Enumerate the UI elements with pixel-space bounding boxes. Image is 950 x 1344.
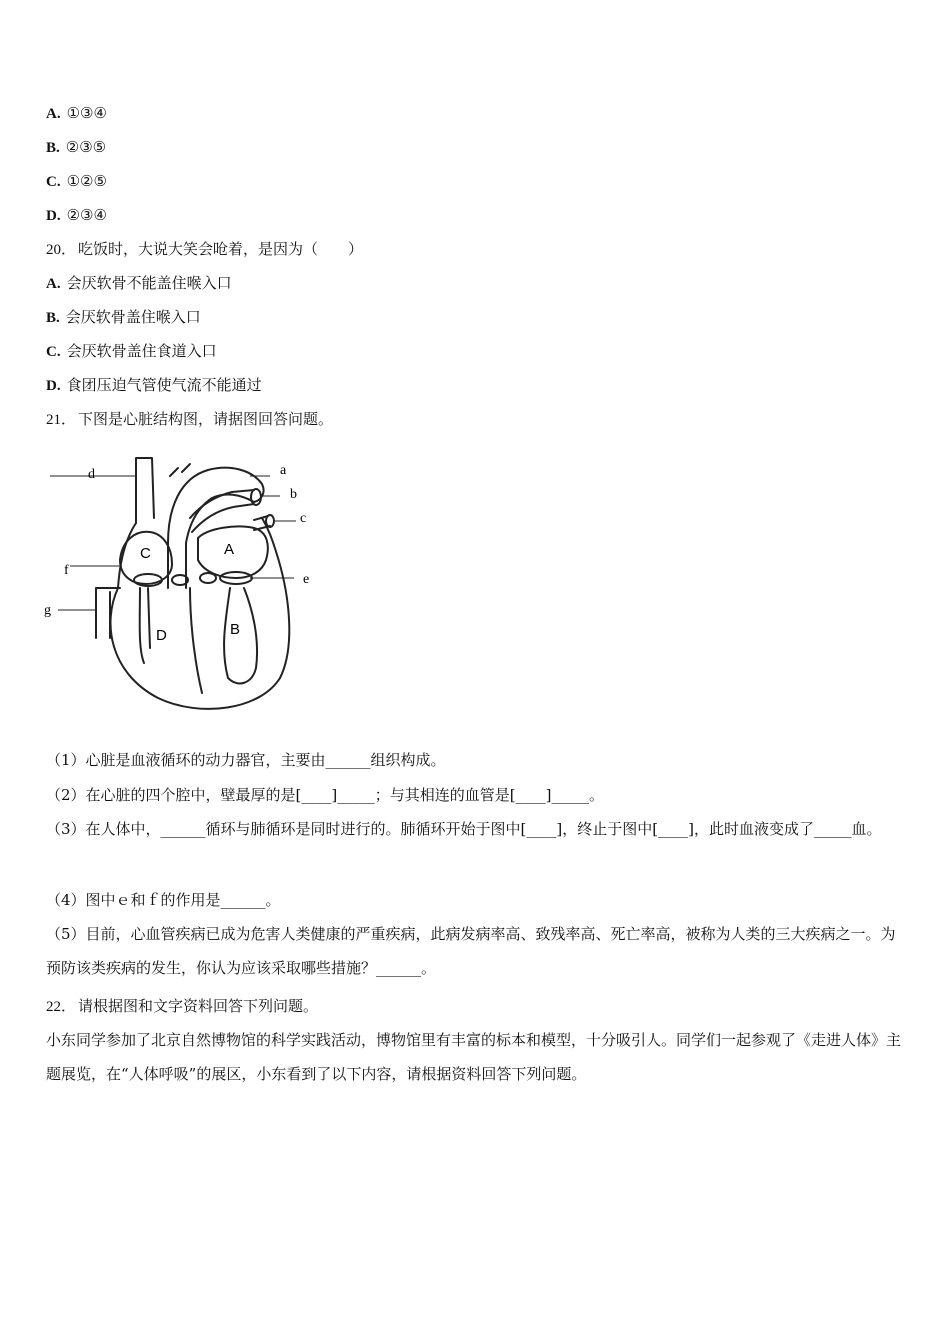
option-label: A. xyxy=(46,106,61,122)
q20-option-c xyxy=(46,341,217,362)
option-b xyxy=(46,137,106,158)
q21-sub4: （4）图中ｅ和ｆ的作用是______。 xyxy=(46,891,281,909)
heart-diagram xyxy=(40,448,330,718)
option-text: 食团压迫气管使气流不能通过 xyxy=(66,376,262,394)
q21-sub3: （3）在人体中，______循环与肺循环是同时进行的。肺循环开始于图中[____]，终止于图中[____]，此时血液变成了_____血。 xyxy=(46,820,882,838)
label-C: C xyxy=(140,545,151,562)
question-text: 下图是心脏结构图，请据图回答问题。 xyxy=(78,410,334,428)
label-D: D xyxy=(156,627,167,644)
option-label: C. xyxy=(46,344,61,360)
option-label: C. xyxy=(46,174,61,190)
option-label: A. xyxy=(46,276,61,292)
question-text: 吃饭时，大说大笑会呛着，是因为（ ） xyxy=(78,240,364,258)
q21-sub2: （2）在心脏的四个腔中，壁最厚的是[____]_____；与其相连的血管是[____]_____。 xyxy=(46,786,604,804)
option-text: ①②⑤ xyxy=(66,172,107,190)
option-label: B. xyxy=(46,310,60,326)
question-number: 20． xyxy=(46,242,77,258)
option-label: D. xyxy=(46,378,61,394)
option-text: 会厌软骨盖住喉入口 xyxy=(65,308,201,326)
q20-option-d xyxy=(46,375,262,396)
label-a: a xyxy=(280,463,287,478)
option-text: 会厌软骨不能盖住喉入口 xyxy=(66,274,232,292)
option-text: ②③⑤ xyxy=(65,138,107,156)
option-text: ①③④ xyxy=(66,104,107,122)
label-b: b xyxy=(290,487,297,502)
question-22-stem xyxy=(46,996,318,1017)
heart-structure-illustration xyxy=(40,448,330,718)
question-21-stem xyxy=(46,409,333,430)
option-text: 会厌软骨盖住食道入口 xyxy=(66,342,217,360)
option-d xyxy=(46,205,107,226)
question-number: 22． xyxy=(46,999,77,1015)
question-20-stem xyxy=(46,239,363,260)
question-text: 请根据图和文字资料回答下列问题。 xyxy=(78,997,319,1015)
option-label: D. xyxy=(46,208,61,224)
q20-option-b xyxy=(46,307,201,328)
label-f: f xyxy=(64,563,69,578)
label-A: A xyxy=(224,541,235,558)
option-c xyxy=(46,171,107,192)
option-label: B. xyxy=(46,140,60,156)
label-g: g xyxy=(44,603,51,618)
q21-sub5: （5）目前，心血管疾病已成为危害人类健康的严重疾病，此病发病率高、致残率高、死亡率高，被称为人类的三大疾病之一。为预防该类疾病的发生，你认为应该采取哪些措施？______。 xyxy=(46,925,896,977)
label-c: c xyxy=(300,511,307,526)
option-a xyxy=(46,103,107,124)
label-d: d xyxy=(88,467,95,482)
q22-passage: 小东同学参加了北京自然博物馆的科学实践活动，博物馆里有丰富的标本和模型，十分吸引人。同学们一起参观了《走进人体》主题展览，在“人体呼吸”的展区，小东看到了以下内容，请根据资料回答下列问题。 xyxy=(46,1031,902,1083)
option-text: ②③④ xyxy=(66,206,107,224)
label-B: B xyxy=(230,621,241,638)
question-number: 21． xyxy=(46,412,77,428)
q21-sub1: （1）心脏是血液循环的动力器官，主要由______组织构成。 xyxy=(46,751,446,769)
label-e: e xyxy=(303,572,310,587)
q20-option-a xyxy=(46,273,232,294)
